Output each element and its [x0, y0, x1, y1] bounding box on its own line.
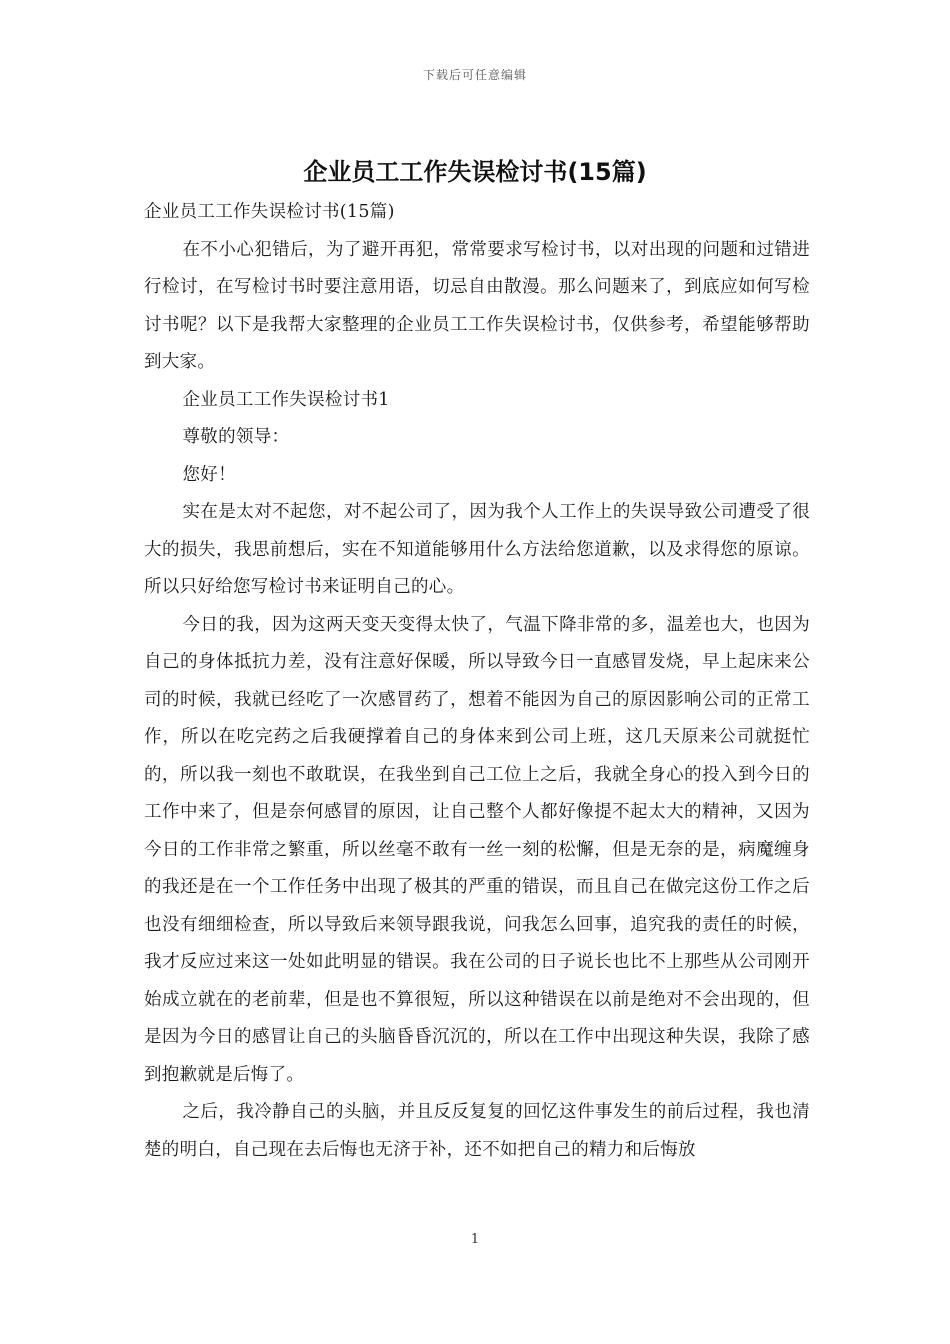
intro-paragraph: 在不小心犯错后，为了避开再犯，常常要求写检讨书，以对出现的问题和过错进行检讨，在写检讨书时要注意用语，切忌自由散漫。那么问题来了，到底应如何写检讨书呢？以下是我帮大家整理的企业员工工作失误检讨书，仅供参考，希望能够帮助到大家。 — [144, 239, 810, 372]
page-number: 1 — [470, 1232, 480, 1247]
header-note: 下载后可任意编辑 — [422, 68, 527, 82]
document-title: 企业员工工作失误检讨书(15篇) — [303, 158, 647, 186]
document-body — [144, 194, 810, 1169]
greeting: 您好！ — [182, 464, 236, 485]
section-heading: 企业员工工作失误检讨书1 — [182, 389, 390, 410]
body-paragraph: 之后，我冷静自己的头脑，并且反反复复的回忆这件事发生的前后过程，我也清楚的明白，自己现在去后悔也无济于补，还不如把自己的精力和后悔放 — [144, 1102, 810, 1160]
body-paragraph: 今日的我，因为这两天变天变得太快了，气温下降非常的多，温差也大，也因为自己的身体抵抗力差，没有注意好保暖，所以导致今日一直感冒发烧，早上起床来公司的时候，我就已经吃了一次感冒药了，想着不能因为自己的原因影响公司的正常工作，所以在吃完药之后我硬撑着自己的身体来到公司上班，这几天原来公司就挺忙的，所以我一刻也不敢耽误，在我坐到自己工位上之后，我就全身心的投入到今日的工作中来了，但是奈何感冒的原因，让自己整个人都好像提不起太大的精神，又因为今日的工作非常之繁重，所以丝毫不敢有一丝一刻的松懈，但是无奈的是，病魔缠身的我还是在一个工作任务中出现了极其的严重的错误，而且自己在做完这份工作之后也没有细细检查，所以导致后来领导跟我说，问我怎么回事，追究我的责任的时候，我才反应过来这一处如此明显的错误。我在公司的日子说长也比不上那些从公司刚开始成立就在的老前辈，但是也不算很短，所以这种错误在以前是绝对不会出现的，但是因为今日的感冒让自己的头脑昏昏沉沉的，所以在工作中出现这种失误，我除了感到抱歉就是后悔了。 — [144, 614, 810, 1085]
body-paragraph: 实在是太对不起您，对不起公司了，因为我个人工作上的失误导致公司遭受了很大的损失，我思前想后，实在不知道能够用什么方法给您道歉，以及求得您的原谅。所以只好给您写检讨书来证明自己的心。 — [144, 502, 810, 597]
document-subtitle: 企业员工工作失误检讨书(15篇) — [144, 202, 395, 222]
salutation: 尊敬的领导： — [182, 427, 290, 447]
